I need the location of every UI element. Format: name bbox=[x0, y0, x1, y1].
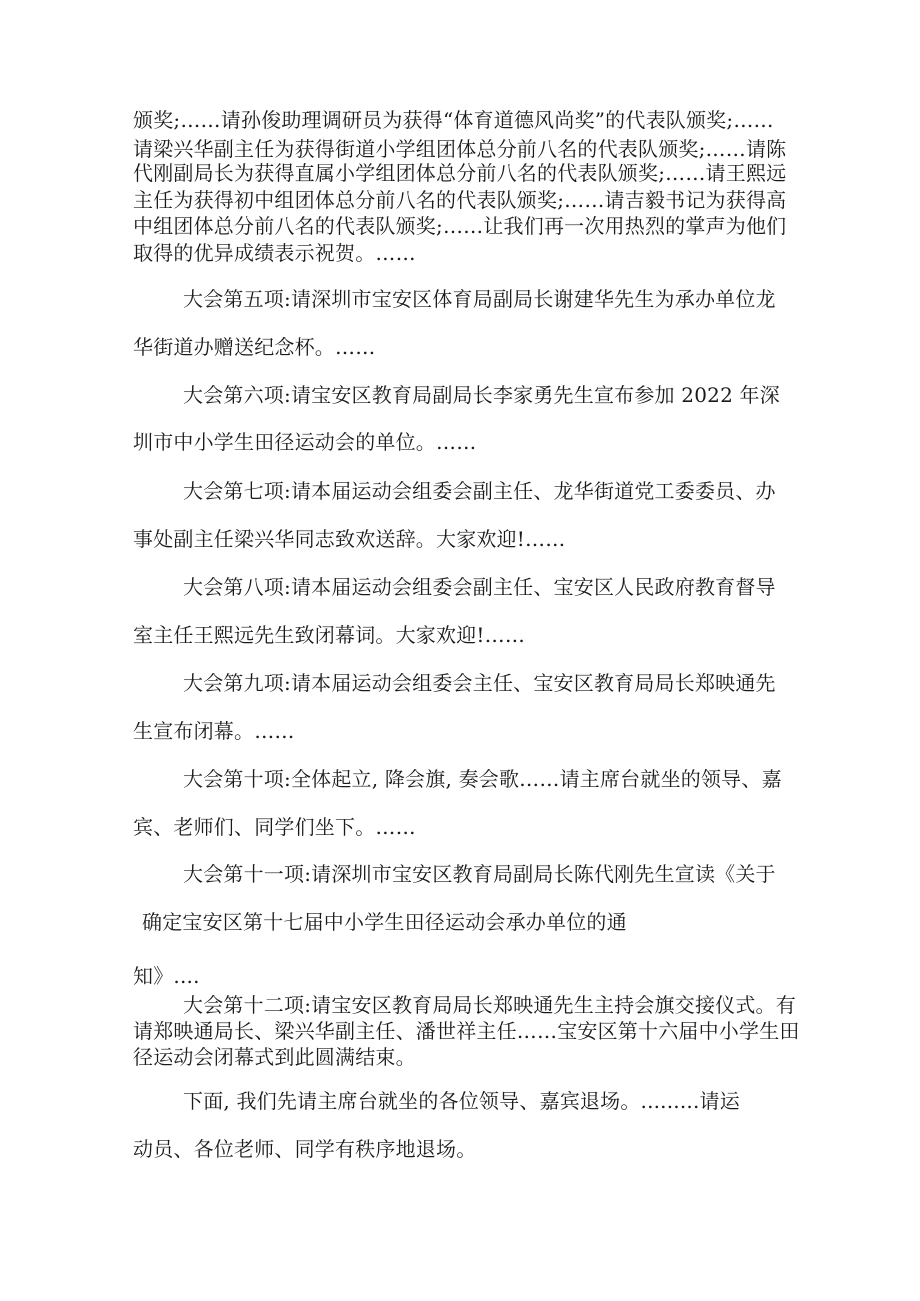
text-line-2: 请梁兴华副主任为获得街道小学组团体总分前八名的代表队颁奖;……请陈 bbox=[133, 137, 787, 161]
text-line-26: 动员、各位老师、同学有秩序地退场。 bbox=[133, 1137, 477, 1161]
text-line-5: 中组团体总分前八名的代表队颁奖;……让我们再一次用热烈的掌声为他们 bbox=[133, 214, 787, 238]
text-line-22: 大会第十二项:请宝安区教育局局长郑映通先生主持会旗交接仪式。有 bbox=[183, 993, 796, 1017]
text-line-4: 主任为获得初中组团体总分前八名的代表队颁奖;……请吉毅书记为获得高 bbox=[133, 188, 787, 212]
text-line-11: 大会第七项:请本届运动会组委会副主任、龙华街道党工委委员、办 bbox=[183, 479, 776, 503]
text-line-24: 径运动会闭幕式到此圆满结束。 bbox=[133, 1045, 416, 1069]
text-line-16: 生宣布闭幕。…… bbox=[133, 719, 295, 743]
text-line-20: 确定宝安区第十七届中小学生田径运动会承办单位的通 bbox=[142, 910, 627, 934]
text-line-17: 大会第十项:全体起立, 降会旗, 奏会歌……请主席台就坐的领导、嘉 bbox=[183, 767, 782, 791]
text-line-13: 大会第八项:请本届运动会组委会副主任、宝安区人民政府教育督导 bbox=[183, 575, 776, 599]
text-line-21: 知》.... bbox=[133, 964, 200, 988]
text-line-23: 请郑映通局长、梁兴华副主任、潘世祥主任……宝安区第十六届中小学生田 bbox=[133, 1019, 800, 1043]
text-line-9: 大会第六项:请宝安区教育局副局长李家勇先生宣布参加 2022 年深 bbox=[183, 383, 780, 407]
text-line-10: 圳市中小学生田径运动会的单位。…… bbox=[133, 430, 477, 454]
text-line-25: 下面, 我们先请主席台就坐的各位领导、嘉宾退场。.........请运 bbox=[183, 1089, 740, 1113]
text-line-7: 大会第五项:请深圳市宝安区体育局副局长谢建华先生为承办单位龙 bbox=[183, 287, 776, 311]
text-line-3: 代刚副局长为获得直属小学组团体总分前八名的代表队颁奖;……请王熙远 bbox=[133, 161, 787, 185]
text-line-8: 华街道办赠送纪念杯。…… bbox=[133, 335, 376, 359]
text-line-18: 宾、老师们、同学们坐下。…… bbox=[133, 815, 416, 839]
text-line-14: 室主任王熙远先生致闭幕词。大家欢迎!…… bbox=[133, 623, 526, 647]
text-line-1: 颁奖;……请孙俊助理调研员为获得“体育道德风尚奖”的代表队颁奖;…… bbox=[133, 108, 774, 132]
text-line-19: 大会第十一项:请深圳市宝安区教育局副局长陈代刚先生宣读《关于 bbox=[183, 862, 776, 886]
text-line-12: 事处副主任梁兴华同志致欢送辞。大家欢迎!…… bbox=[133, 527, 566, 551]
text-line-15: 大会第九项:请本届运动会组委会主任、宝安区教育局局长郑映通先 bbox=[183, 671, 776, 695]
text-line-6: 取得的优异成绩表示祝贺。…… bbox=[133, 241, 416, 265]
